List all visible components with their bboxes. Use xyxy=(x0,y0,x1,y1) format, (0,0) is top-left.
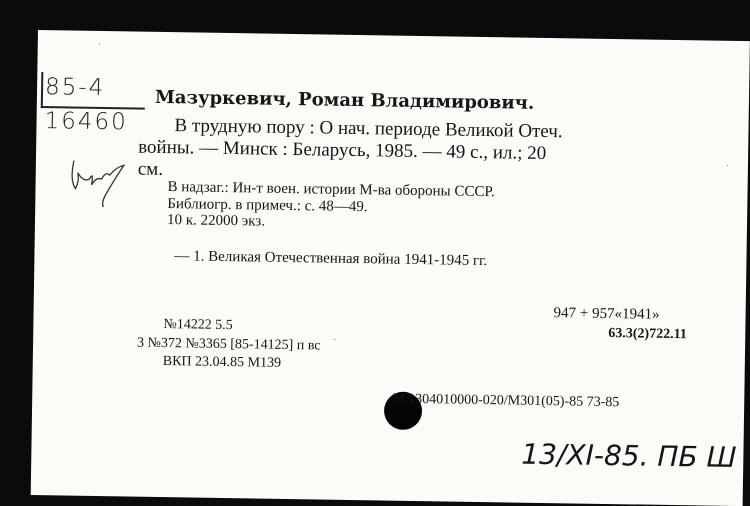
order-line-2: 3 №372 №3365 [85-14125] п вс xyxy=(136,335,321,354)
call-number-line1: 85-4 xyxy=(44,74,106,102)
call-number-line2: 16460 xyxy=(44,108,128,136)
classification-line-1: 947 + 957«1941» xyxy=(553,305,660,323)
author-heading: Мазуркевич, Роман Владимирович. xyxy=(154,86,535,114)
subject-heading: — 1. Великая Отечественная война 1941-1945 гг. xyxy=(174,248,488,270)
catalog-card xyxy=(31,30,750,506)
note-line-1: В надзаг.: Ин-т воен. истории М-ва обороны СССР. xyxy=(167,179,495,201)
speck: · xyxy=(725,160,730,172)
speck: · xyxy=(97,38,102,50)
note-line-2: Библиогр. в примеч.: с. 48—49. xyxy=(167,196,368,216)
title-line-2: войны. — Минск : Беларусь, 1985. — 49 с., ил.; 20 xyxy=(138,136,547,164)
order-line-3: ВКП 23.04.85 М139 xyxy=(162,354,282,371)
title-line-3: см. xyxy=(137,158,164,180)
order-line-1: №14222 5.5 xyxy=(163,317,233,334)
speck: · xyxy=(333,334,337,346)
title-line-1: В трудную пору : О нач. периоде Великой Отеч. xyxy=(174,115,563,143)
handwritten-signature-icon xyxy=(65,150,136,211)
handwritten-date: 13/XI-85. ПБ Ш xyxy=(521,437,737,475)
classification-line-2: 63.3(2)722.11 xyxy=(608,325,687,343)
publisher-code: М 1304010000-020/М301(05)-85 73-85 xyxy=(392,391,620,411)
note-line-3: 10 к. 22000 экз. xyxy=(166,212,266,230)
